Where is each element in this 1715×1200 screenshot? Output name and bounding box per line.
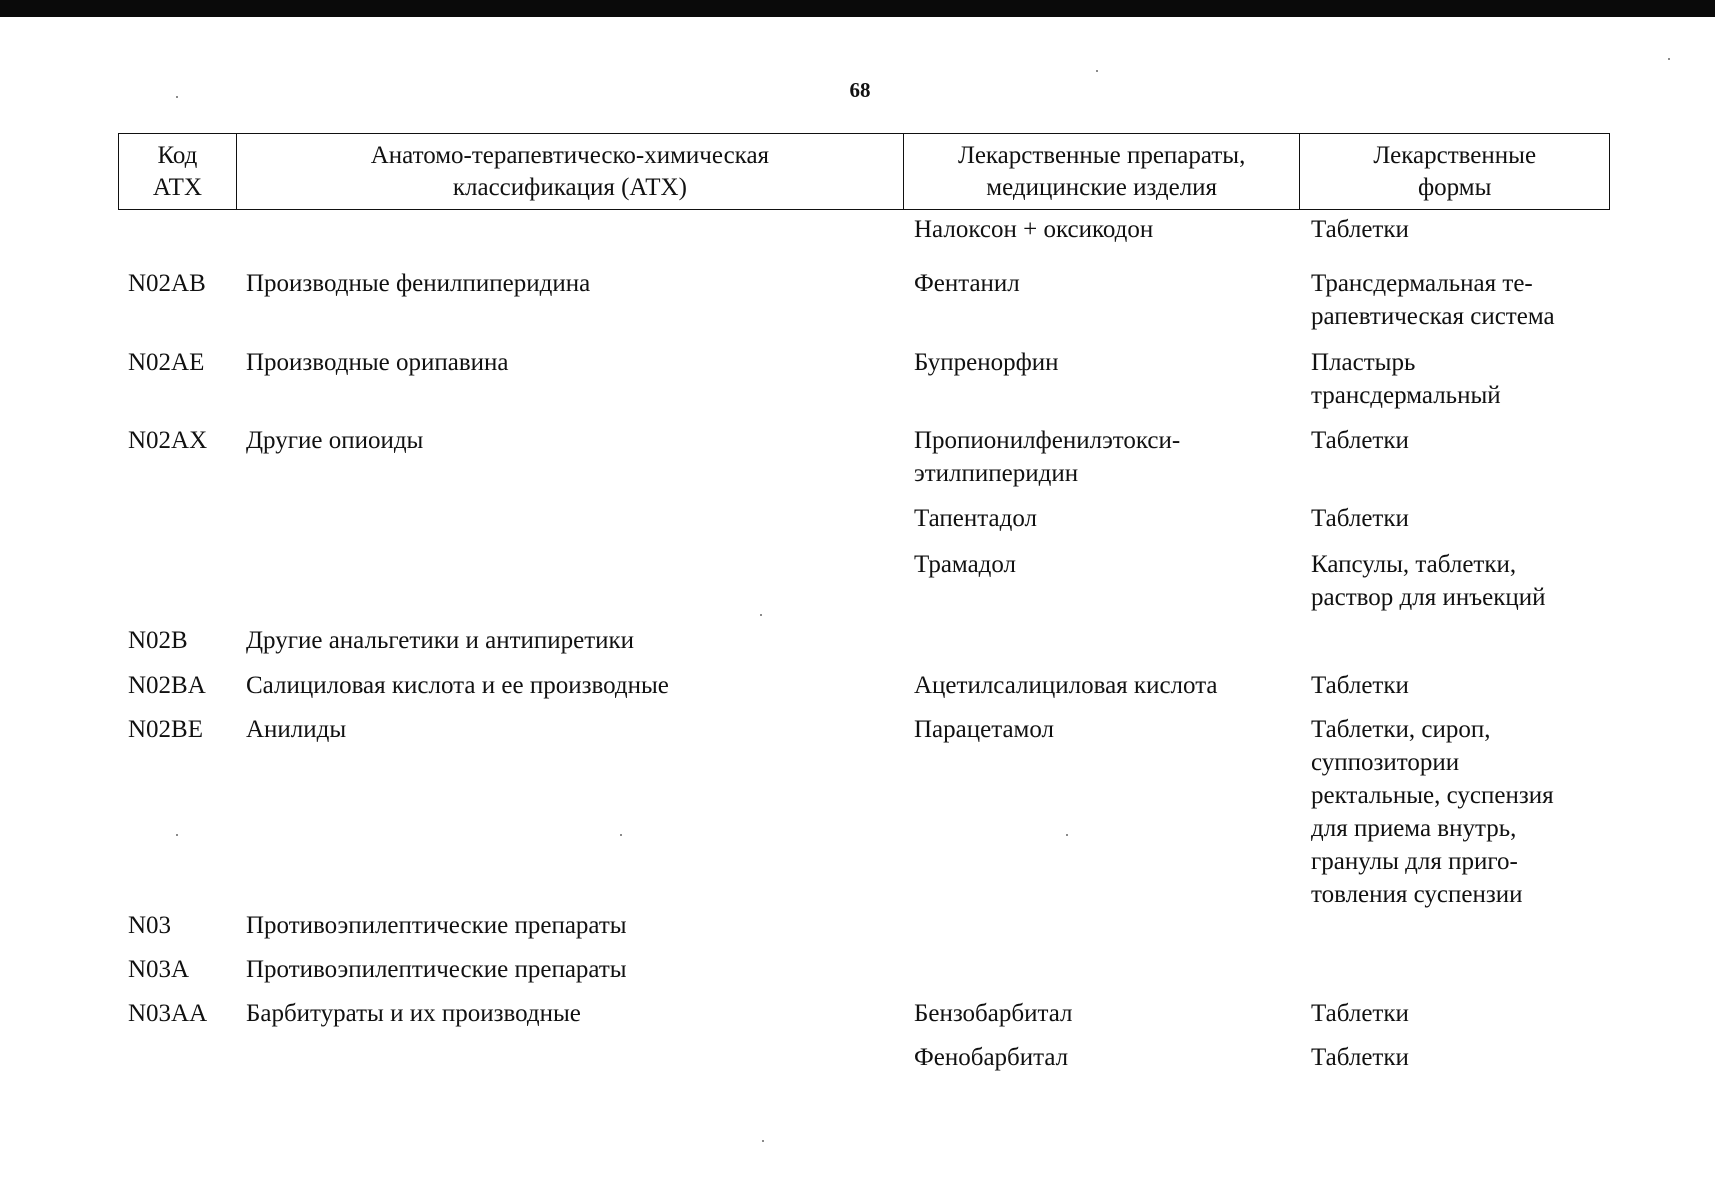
table-row	[118, 1041, 1610, 1074]
atc-classification: Производные орипавина	[246, 349, 509, 376]
dosage-form	[1301, 624, 1610, 657]
atc-code	[118, 1041, 236, 1074]
table-row	[118, 624, 1610, 657]
table-row	[118, 953, 1610, 986]
dosage-form: Таблетки, сироп, суппозитории ректальные, суспензия для приема внутрь, гранулы для приго- товления суспензии	[1311, 716, 1554, 908]
table-row	[118, 669, 1610, 702]
drug-name	[904, 624, 1301, 657]
atc-code: N02BA	[128, 672, 206, 699]
drug-name: Налоксон + оксикодон	[914, 216, 1154, 243]
header-drugs: Лекарственные препараты, медицинские изделия	[904, 134, 1300, 209]
atc-code: N02AE	[128, 349, 205, 376]
drug-name: Пропионилфенилэтокси- этилпиперидин	[914, 427, 1181, 487]
table-row	[118, 713, 1610, 911]
drug-name: Парацетамол	[914, 716, 1055, 743]
drug-name: Тапентадол	[914, 505, 1037, 532]
scan-speck	[176, 834, 178, 836]
table-header	[118, 133, 1610, 210]
drug-name	[904, 953, 1301, 986]
drug-name: Фентанил	[914, 270, 1020, 297]
scan-speck	[1066, 834, 1068, 836]
atc-classification	[236, 502, 904, 535]
atc-classification: Другие анальгетики и антипиретики	[246, 627, 635, 654]
atc-code	[118, 213, 236, 246]
drug-name: Ацетилсалициловая кислота	[914, 672, 1218, 699]
table-row	[118, 909, 1610, 942]
scan-speck	[762, 1140, 764, 1142]
atc-code: N02BE	[128, 716, 203, 743]
drug-name: Бензобарбитал	[914, 1000, 1073, 1027]
atc-code	[118, 548, 236, 614]
table-row	[118, 213, 1610, 246]
header-atc-classification: Анатомо-терапевтическо-химическая классификация (АТХ)	[237, 134, 904, 209]
header-atc-code: Код АТХ	[119, 134, 237, 209]
table-row	[118, 346, 1610, 412]
dosage-form: Капсулы, таблетки, раствор для инъекций	[1311, 551, 1546, 611]
scan-speck	[760, 614, 762, 616]
atc-classification: Салициловая кислота и ее производные	[246, 672, 669, 699]
atc-classification: Противоэпилептические препараты	[246, 912, 627, 939]
atc-code: N02AX	[128, 427, 208, 454]
dosage-form: Таблетки	[1311, 427, 1409, 454]
dosage-form	[1301, 953, 1610, 986]
atc-classification: Барбитураты и их производные	[246, 1000, 581, 1027]
dosage-form: Таблетки	[1311, 1000, 1409, 1027]
atc-classification: Другие опиоиды	[246, 427, 424, 454]
dosage-form: Трансдермальная те- рапевтическая система	[1311, 270, 1555, 330]
scan-speck	[176, 96, 178, 98]
dosage-form: Пластырь трансдермальный	[1311, 349, 1501, 409]
table-row	[118, 424, 1610, 490]
atc-classification	[236, 213, 904, 246]
page-number: 68	[849, 78, 871, 102]
table-row	[118, 548, 1610, 614]
dosage-form: Таблетки	[1311, 1044, 1409, 1071]
atc-classification: Анилиды	[246, 716, 347, 743]
atc-code	[118, 502, 236, 535]
atc-code: N03AA	[128, 1000, 208, 1027]
atc-code: N02AB	[128, 270, 206, 297]
dosage-form	[1301, 909, 1610, 942]
header-dosage-forms: Лекарственные формы	[1373, 141, 1537, 201]
atc-code: N02B	[128, 627, 188, 654]
drug-name	[904, 909, 1301, 942]
scan-speck	[620, 834, 622, 836]
atc-classification: Производные фенилпиперидина	[246, 270, 591, 297]
atc-classification: Противоэпилептические препараты	[246, 956, 627, 983]
atc-code: N03	[128, 912, 172, 939]
drug-name: Бупренорфин	[914, 349, 1059, 376]
atc-classification	[236, 1041, 904, 1074]
atc-classification	[236, 548, 904, 614]
atc-code: N03A	[128, 956, 190, 983]
top-scan-border	[0, 0, 1715, 17]
scan-speck	[1668, 58, 1670, 60]
scan-speck	[1096, 70, 1098, 72]
dosage-form: Таблетки	[1311, 505, 1409, 532]
table-row	[118, 997, 1610, 1030]
dosage-form: Таблетки	[1311, 216, 1409, 243]
drug-name: Трамадол	[914, 551, 1017, 578]
drug-name: Фенобарбитал	[914, 1044, 1069, 1071]
table-row	[118, 502, 1610, 535]
dosage-form: Таблетки	[1311, 672, 1409, 699]
table-row	[118, 267, 1610, 333]
